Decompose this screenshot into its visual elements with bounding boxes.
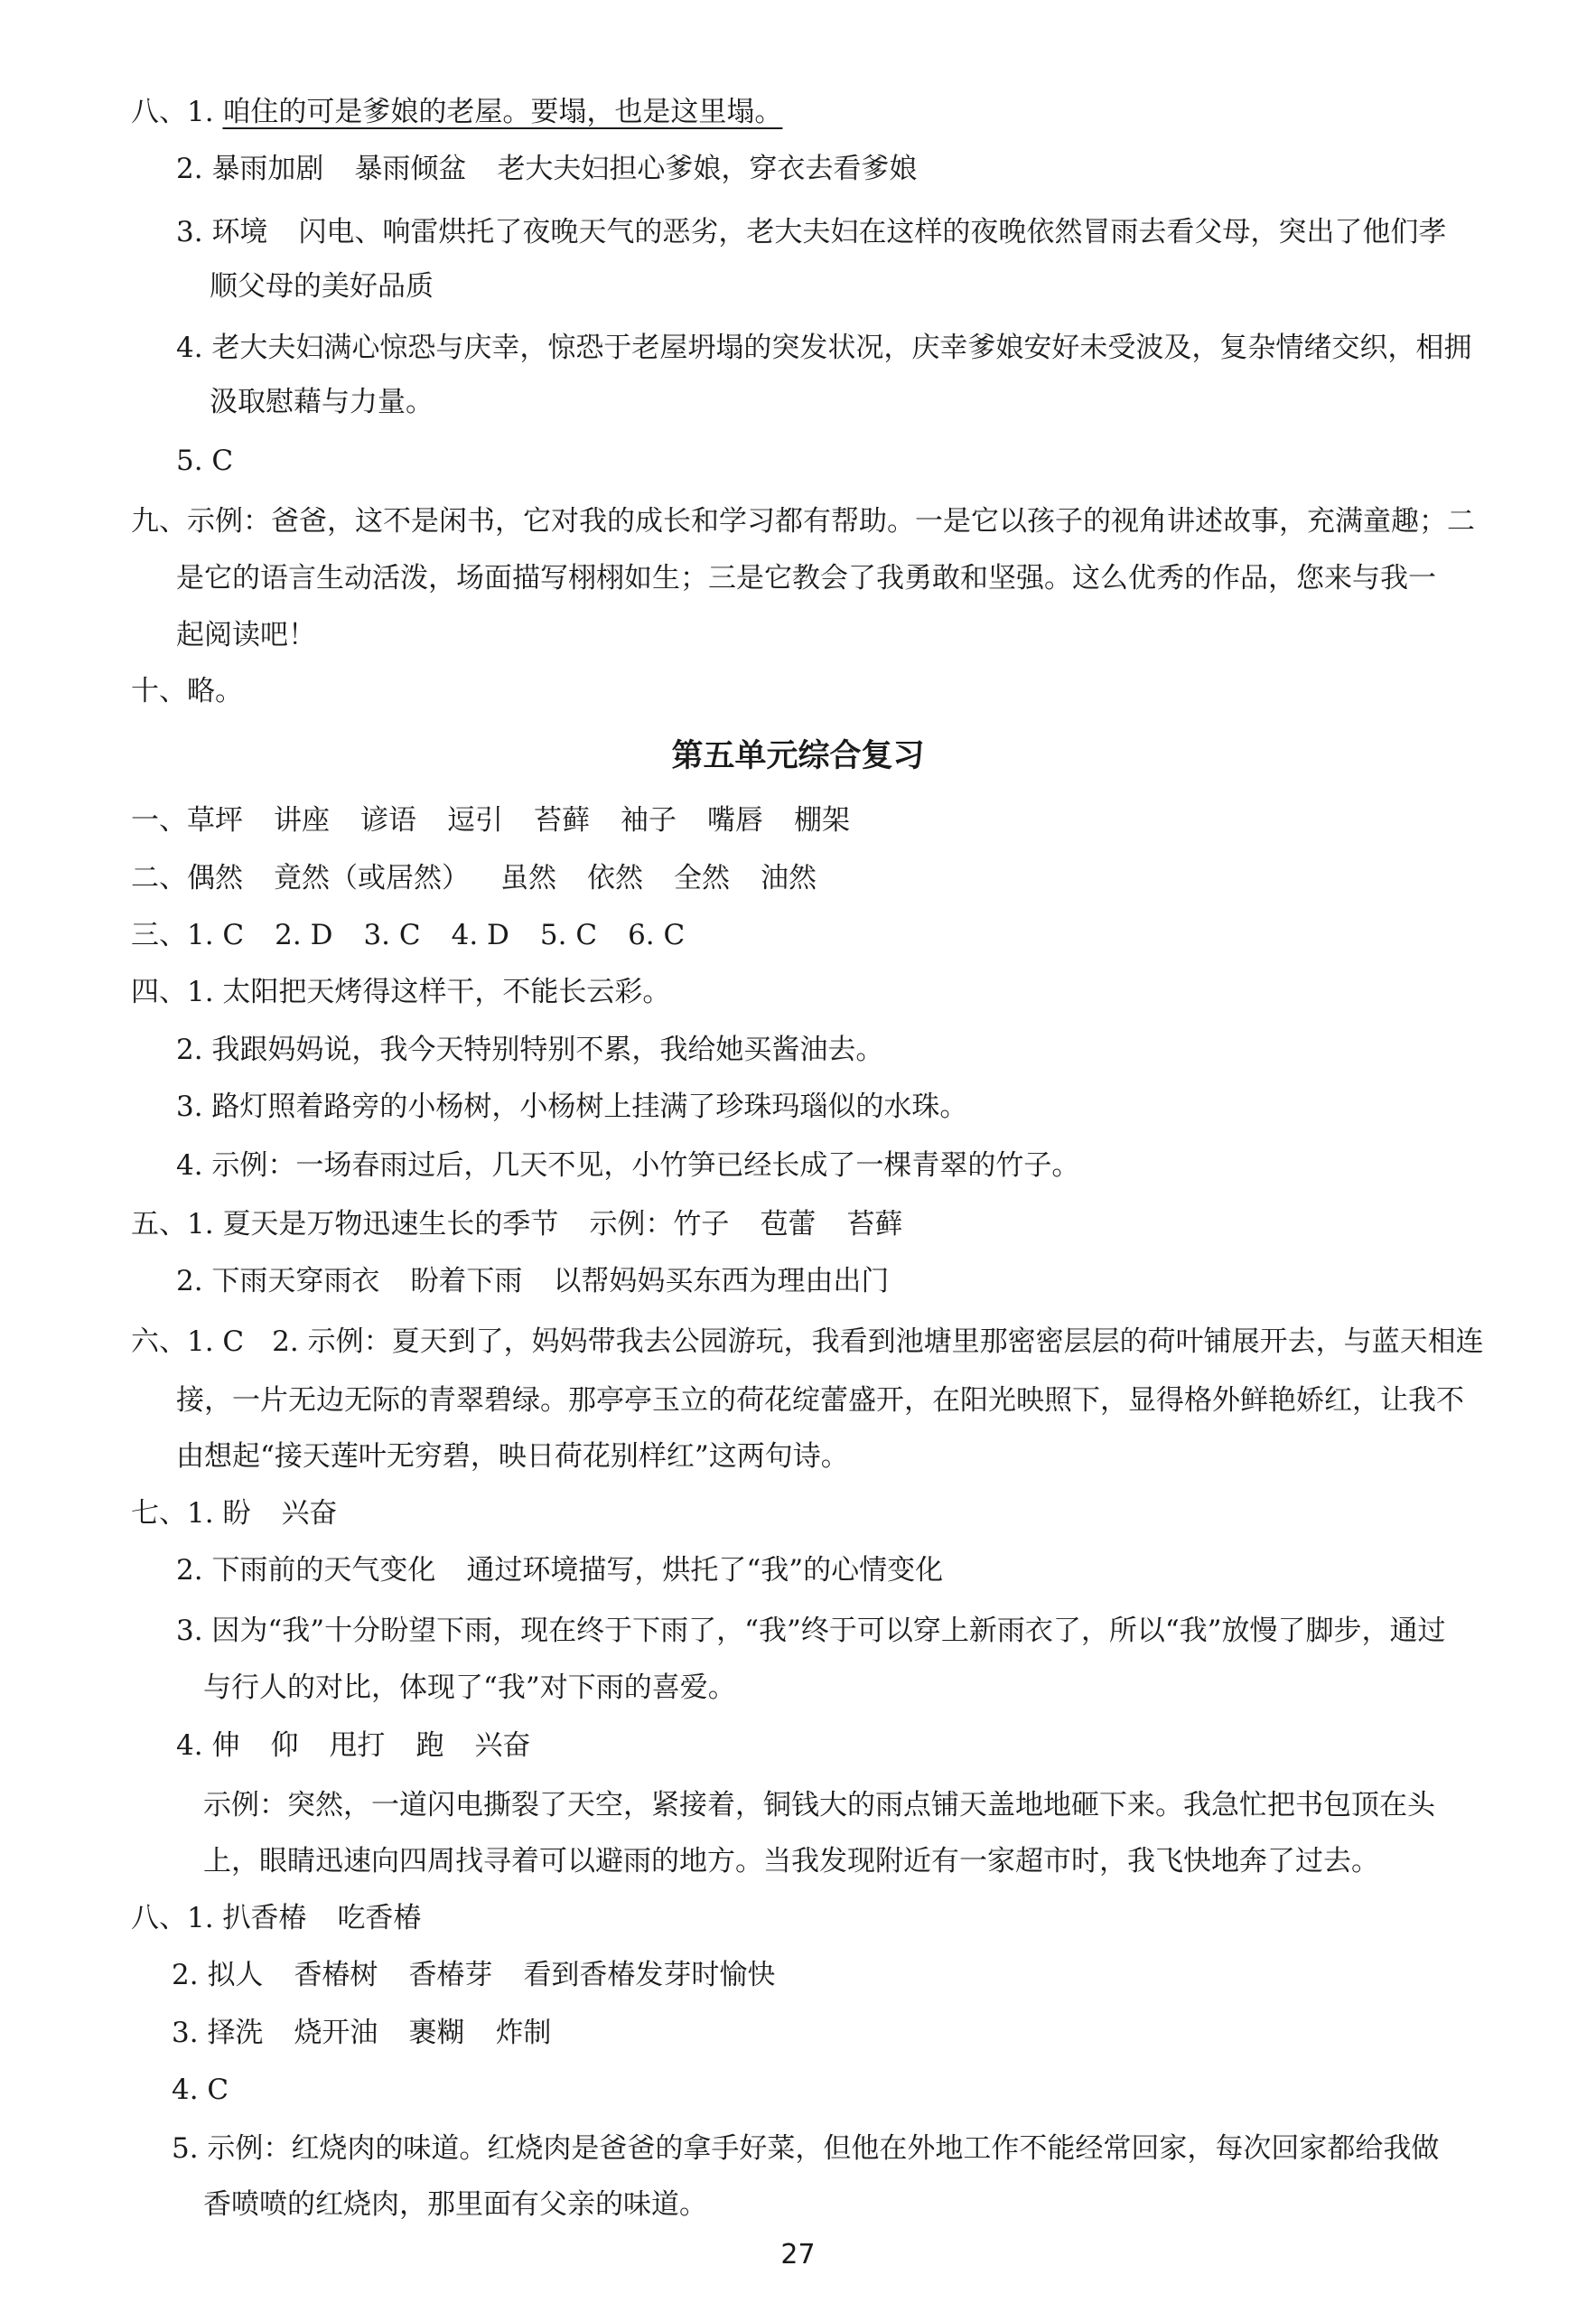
p8-q5-line1: 5. 示例：红烧肉的味道。红烧肉是爸爸的拿手好菜，但他在外地工作不能经常回家，每次回家都给我做 [172,2132,1440,2165]
p7-q2: 2. 下雨前的天气变化 通过环境描写，烘托了“我”的心情变化 [176,1554,944,1587]
s8-q2: 2. 暴雨加剧 暴雨倾盆 老大夫妇担心爹娘，穿衣去看爹娘 [176,153,918,185]
p8-q1: 八、1. 扒香椿 吃香椿 [131,1902,422,1934]
unit-title: 第五单元综合复习 [671,738,925,774]
s8-q5: 5. C [176,445,234,477]
p7-q3-line1: 3. 因为“我”十分盼望下雨，现在终于下雨了，“我”终于可以穿上新雨衣了，所以“我”放慢了脚步，通过 [176,1615,1446,1647]
s8-q1-underlined-answer: 咱住的可是爹娘的老屋。要塌，也是这里塌。 [222,96,783,128]
s8-q4-cont: 汲取慰藉与力量。 [210,386,434,418]
p5-q1: 五、1. 夏天是万物迅速生长的季节 示例：竹子 苞蕾 苔藓 [131,1208,903,1241]
s8-q3: 3. 环境 闪电、响雷烘托了夜晚天气的恶劣，老大夫妇在这样的夜晚依然冒雨去看父母，突出了他们孝 [176,216,1447,248]
p4-q3: 3. 路灯照着路旁的小杨树，小杨树上挂满了珍珠玛瑙似的水珠。 [176,1091,968,1123]
p7-q4-example-line1: 示例：突然，一道闪电撕裂了天空，紧接着，铜钱大的雨点铺天盖地地砸下来。我急忙把书包顶在头 [203,1789,1435,1821]
s9-line2: 是它的语言生动活泼，场面描写栩栩如生；三是它教会了我勇敢和坚强。这么优秀的作品，您来与我一 [176,562,1436,595]
page-number: 27 [780,2239,816,2271]
p7-q3-line2: 与行人的对比，体现了“我”对下雨的喜爱。 [203,1671,736,1704]
p6-line2: 接，一片无边无际的青翠碧绿。那亭亭玉立的荷花绽蕾盛开，在阳光映照下，显得格外鲜艳娇红，让我不 [176,1384,1464,1417]
p8-q3: 3. 择洗 烧开油 裹糊 炸制 [172,2017,552,2049]
p6-line1: 六、1. C 2. 示例：夏天到了，妈妈带我去公园游玩，我看到池塘里那密密层层的荷叶铺展开去，与蓝天相连 [131,1325,1484,1358]
s9-line1: 九、示例：爸爸，这不是闲书，它对我的成长和学习都有帮助。一是它以孩子的视角讲述故事，充满童趣；二 [131,505,1475,538]
s10: 十、略。 [131,675,243,707]
p8-q5-line2: 香喷喷的红烧肉，那里面有父亲的味道。 [203,2188,707,2221]
p7-q1: 七、1. 盼 兴奋 [131,1497,338,1530]
p7-q4-example-line2: 上，眼睛迅速向四周找寻着可以避雨的地方。当我发现附近有一家超市时，我飞快地奔了过去。 [203,1845,1379,1877]
p5-q2: 2. 下雨天穿雨衣 盼着下雨 以帮妈妈买东西为理由出门 [176,1265,890,1297]
p4-q1: 四、1. 太阳把天烤得这样干，不能长云彩。 [131,976,671,1008]
p4-q4: 4. 示例：一场春雨过后，几天不见，小竹笋已经长成了一棵青翠的竹子。 [176,1149,1080,1182]
p4-q2: 2. 我跟妈妈说，我今天特别特别不累，我给她买酱油去。 [176,1034,884,1066]
s8-q4: 4. 老大夫妇满心惊恐与庆幸，惊恐于老屋坍塌的突发状况，庆幸爹娘安好未受波及，复杂情绪交织，相拥 [176,332,1472,364]
p3-choices: 三、1. C 2. D 3. C 4. D 5. C 6. C [131,919,686,951]
s9-line3: 起阅读吧！ [176,619,316,651]
p6-line3: 由想起“接天莲叶无穷碧，映日荷花别样红”这两句诗。 [176,1440,849,1473]
p1-words: 一、草坪 讲座 谚语 逗引 苔藓 袖子 嘴唇 棚架 [131,804,850,837]
p8-q2: 2. 拟人 香椿树 香椿芽 看到香椿发芽时愉快 [172,1959,776,1991]
p2-words: 二、偶然 竟然（或居然） 虽然 依然 全然 油然 [131,862,817,894]
p7-q4: 4. 伸 仰 甩打 跑 兴奋 [176,1729,531,1762]
s8-q1: 八、1. 咱住的可是爹娘的老屋。要塌，也是这里塌。 [131,96,783,128]
s8-q3-cont: 顺父母的美好品质 [210,270,434,303]
p8-q4: 4. C [172,2074,229,2106]
